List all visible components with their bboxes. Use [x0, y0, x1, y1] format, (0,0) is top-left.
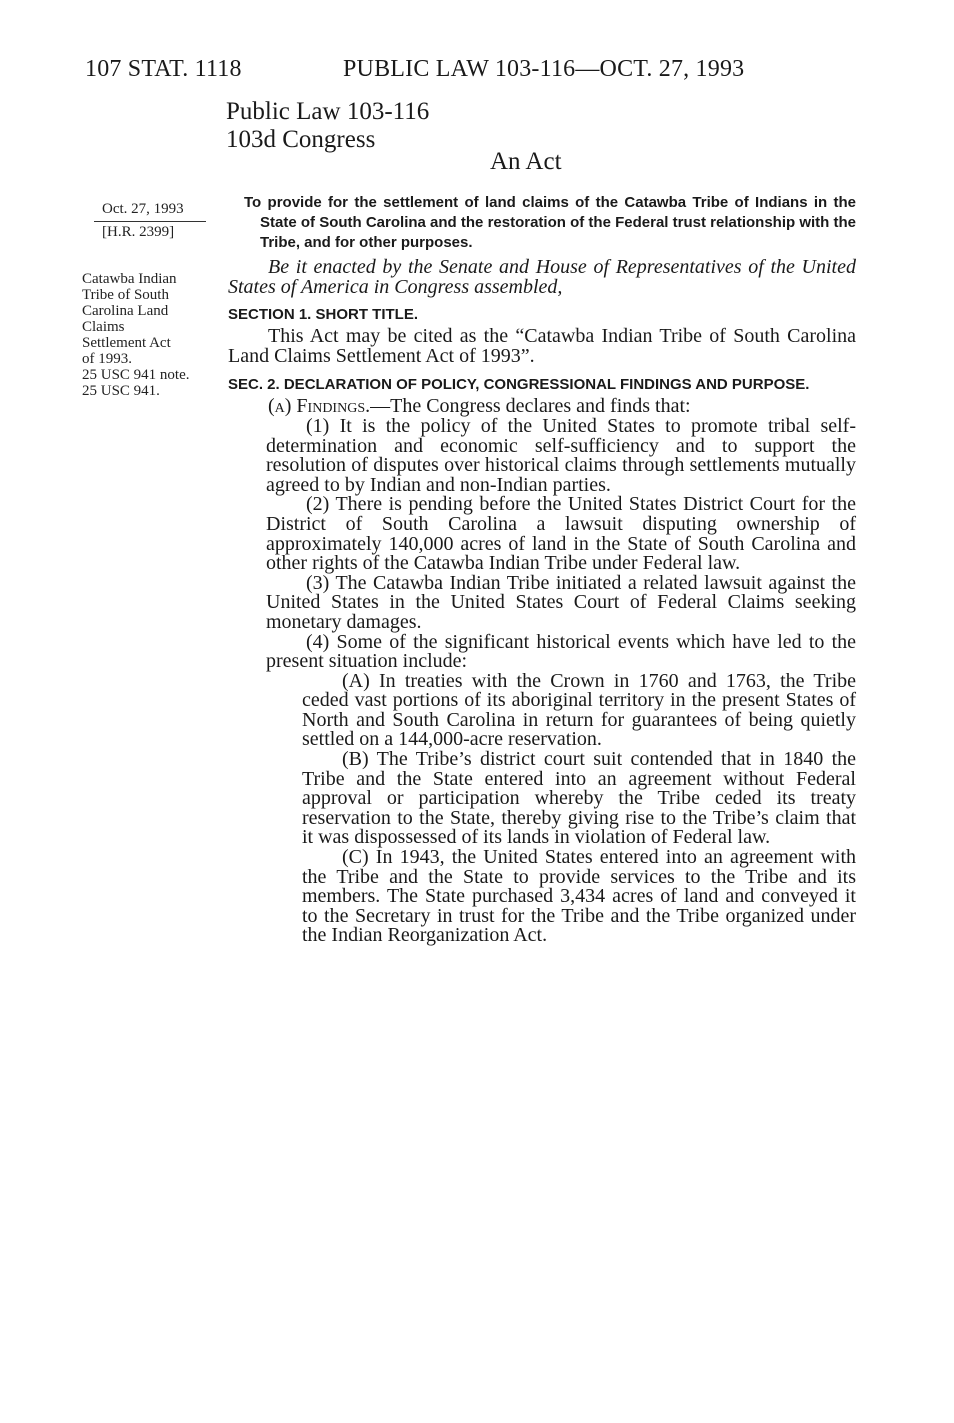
margin-rule [94, 221, 206, 222]
law-title-block [226, 98, 429, 154]
finding-4a: (A) In treaties with the Crown in 1760 and 1763, the Tribe ceded vast portions of its aboriginal territory in the present States of North and South Carolina in return for guarantees of being quietly settled on a 144,000-acre reservation. [302, 669, 856, 751]
margin-notes [82, 271, 212, 399]
findings-label: (a) Findings. [268, 395, 371, 418]
finding-4: (4) Some of the significant historical events which have led to the present situation include: [266, 630, 856, 673]
act-body [228, 258, 856, 946]
section-2-heading: SEC. 2. DECLARATION OF POLICY, CONGRESSIONAL FINDINGS AND PURPOSE. [228, 376, 810, 394]
finding-3: (3) The Catawba Indian Tribe initiated a related lawsuit against the United States in the United States Court of Federal Claims seeking monetary damages. [266, 571, 856, 633]
finding-4b: (B) The Tribe’s district court suit contended that in 1840 the Tribe and the State entered into an agreement without Federal approval or participation whereby the Tribe ceded its treaty reservation to the State, thereby giving rise to the Tribe’s claim that it was dispossessed of its lands in violation of Federal law. [302, 748, 856, 849]
margin-note: Catawba Indian [82, 271, 177, 287]
finding-2: (2) There is pending before the United States District Court for the District of South Carolina a lawsuit disputing ownership of approximately 140,000 acres of land in the State of South Carolina and other rights of the Catawba Indian Tribe under Federal law. [266, 493, 856, 575]
findings-intro-text: —The Congress declares and finds that: [370, 395, 691, 418]
margin-note: Claims [82, 319, 125, 335]
margin-date: Oct. 27, 1993 [102, 201, 184, 217]
public-law-number: Public Law 103-116 [226, 98, 430, 125]
margin-note: Tribe of South [82, 287, 169, 303]
margin-note: Settlement Act [82, 335, 171, 351]
purpose-statement: To provide for the settlement of land claims of the Catawba Tribe of Indians in the State of South Carolina and the restoration of the Federal trust relationship with the Tribe, and for other purposes. [244, 194, 856, 251]
margin-bill-number: [H.R. 2399] [102, 224, 175, 240]
an-act-heading: An Act [490, 148, 562, 175]
congress-number: 103d Congress [226, 126, 376, 153]
law-and-date: PUBLIC LAW 103-116—OCT. 27, 1993 [343, 56, 745, 82]
section-1-text: This Act may be cited as the “Catawba Indian Tribe of South Carolina Land Claims Settlement Act of 1993”. [228, 325, 856, 367]
stat-page-number: 107 STAT. 1118 [85, 56, 242, 82]
section-1-heading: SECTION 1. SHORT TITLE. [228, 306, 419, 324]
finding-1: (1) It is the policy of the United States to promote tribal self-determination and economic self-sufficiency and to support the resolution of disputes over historical claims through settlements mutually agreed to by Indian and non-Indian parties. [266, 414, 856, 496]
margin-note: of 1993. [82, 351, 132, 367]
margin-note: 25 USC 941. [82, 383, 160, 399]
enacting-clause: Be it enacted by the Senate and House of Representatives of the United States of America in Congress assembled, [228, 256, 856, 298]
margin-note: 25 USC 941 note. [82, 367, 190, 383]
finding-4c: (C) In 1943, the United States entered into an agreement with the Tribe and the State to provide services to the Tribe and its members. The State purchased 3,434 acres of land and conveyed it to the Secretary in trust for the Tribe and the Tribe organized under the Indian Reorganization Act. [302, 846, 856, 947]
margin-note: Carolina Land [82, 303, 169, 319]
margin-date-block [102, 201, 212, 240]
